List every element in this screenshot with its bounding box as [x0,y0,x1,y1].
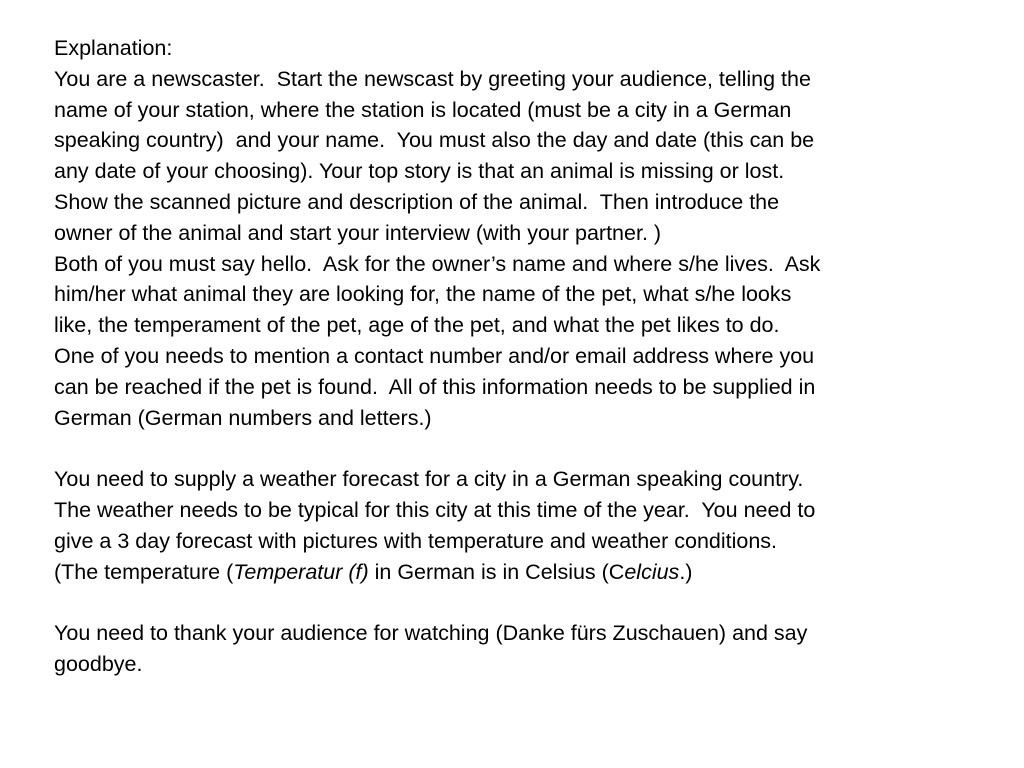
blank-line [54,433,1014,464]
paragraph-line: One of you needs to mention a contact number and/or email address where you [54,343,815,368]
paragraph-line: The weather needs to be typical for this city at this time of the year. You need to [54,497,816,522]
explanation-heading: Explanation: [54,36,173,60]
temperatur-german-term: Temperatur (f) [233,559,369,584]
celsius-text: in German is in Celsius (C [368,559,625,584]
paragraph-line: owner of the animal and start your interview (with your partner. ) [54,220,662,245]
paragraph-line: You are a newscaster. Start the newscast by greeting your audience, telling the [54,66,811,91]
explanation-text-block [54,33,1014,680]
closing-punctuation: .) [679,559,693,584]
paragraph-line: goodbye. [54,651,143,676]
paragraph-line: speaking country) and your name. You must also the day and date (this can be [54,128,815,153]
paragraph-line: Both of you must say hello. Ask for the owner’s name and where s/he lives. Ask [54,251,821,276]
temperature-text: (The temperature ( [54,559,234,584]
paragraph-line: German (German numbers and letters.) [54,405,432,430]
paragraph-line: You need to supply a weather forecast for a city in a German speaking country. [54,467,804,492]
blank-line [54,587,1014,618]
paragraph-line: like, the temperament of the pet, age of the pet, and what the pet likes to do. [54,313,780,338]
paragraph-line: any date of your choosing). Your top story is that an animal is missing or lost. [54,159,785,184]
paragraph-line: You need to thank your audience for watching (Danke fürs Zuschauen) and say [54,621,808,646]
paragraph-line: can be reached if the pet is found. All of this information needs to be supplied in [54,374,816,399]
paragraph-line: give a 3 day forecast with pictures with temperature and weather conditions. [54,528,778,553]
paragraph-line: Show the scanned picture and description of the animal. Then introduce the [54,189,780,214]
celcius-german-term: elcius [624,559,680,584]
temperature-line [54,557,1014,588]
paragraph-line: him/her what animal they are looking for, the name of the pet, what s/he looks [54,282,792,307]
paragraph-line: name of your station, where the station is located (must be a city in a German [54,97,792,122]
